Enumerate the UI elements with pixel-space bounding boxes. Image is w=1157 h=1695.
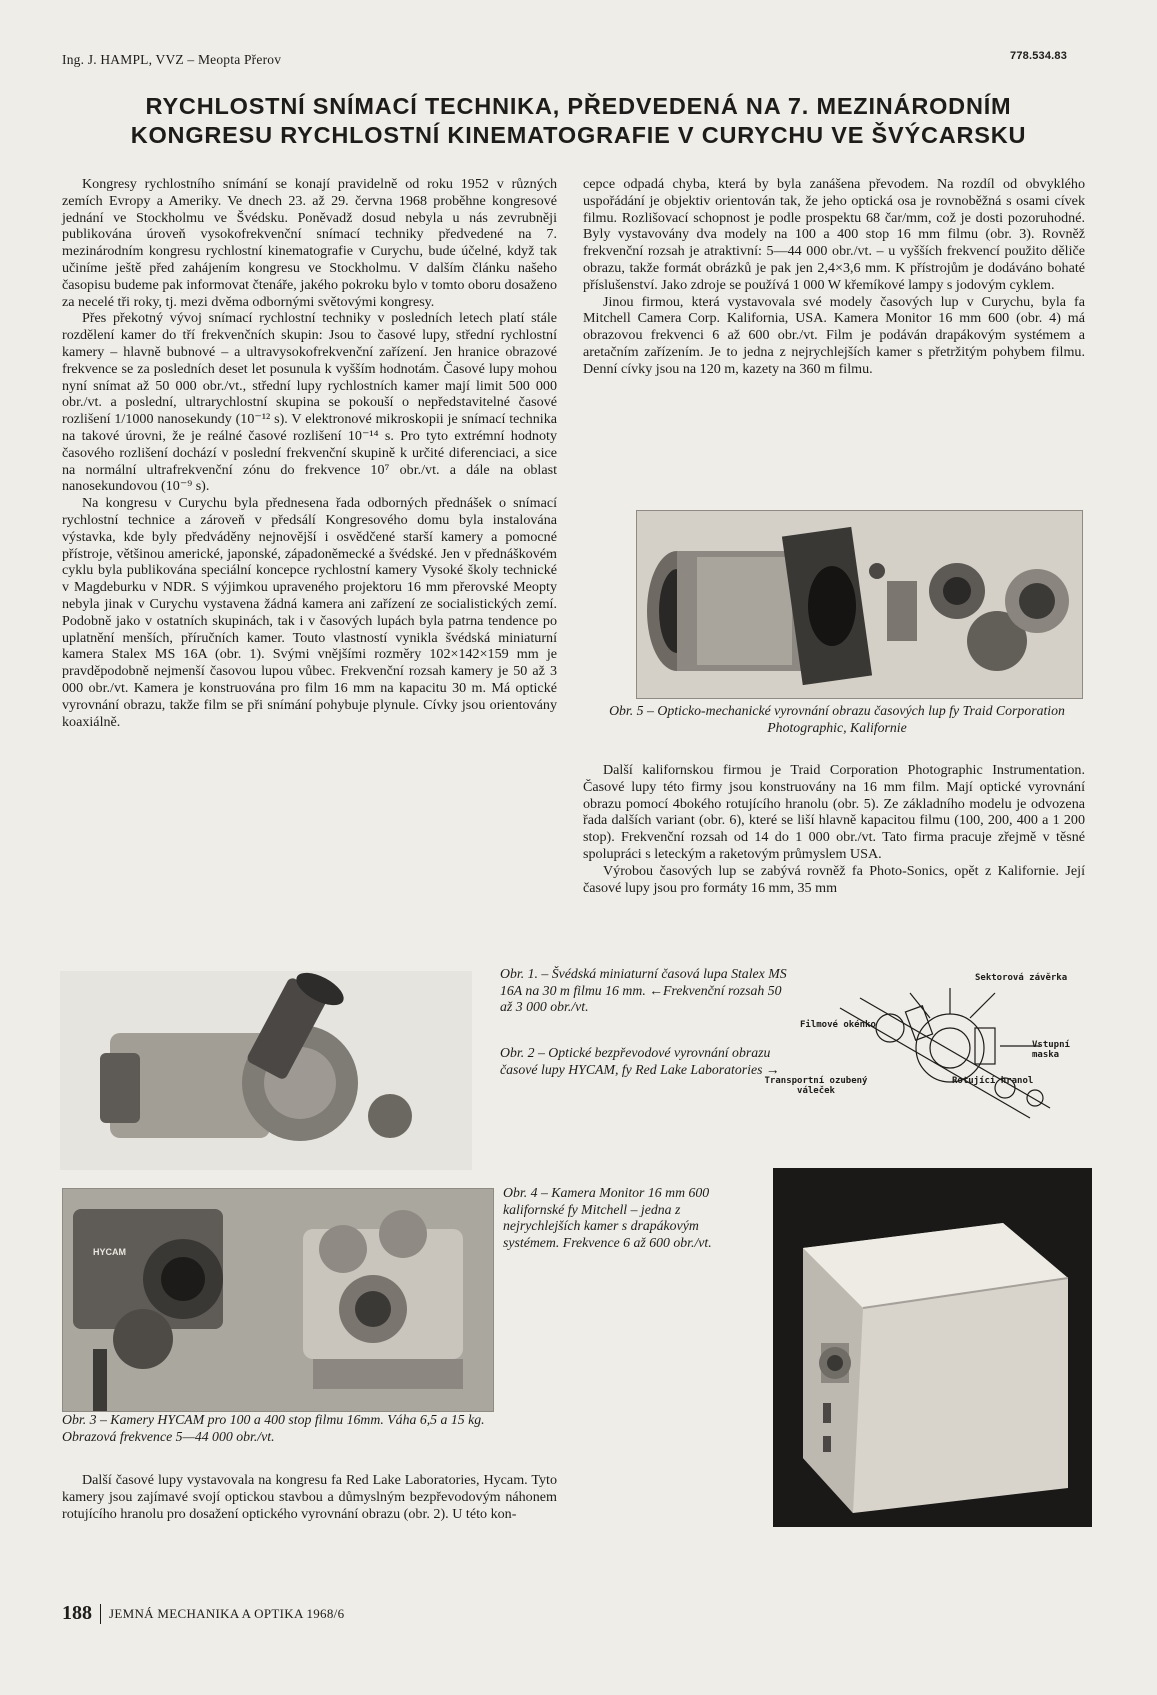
paragraph: Přes překotný vývoj snímací rychlostní techniky v posledních letech platí stále rozdělení kamer do tří frekvenčních skupin: Jsou to časové lupy, střední rychlostní kamery – hlavně bubnové – a ultravysokofrekvenční zařízení. Jen hranice obrazové frekvence se za posledních deset let posunula k vyšším hodnotám. Časové lupy mohou nyní snímat až 50 000 obr./vt., střední lupy rychlostních kamer mají limit 500 000 obr./vt. a poslední, ultrarychlostní skupina se pokouší o nepředstavitelné časové rozlišení 1/1000 nanosekundy (10⁻¹² s). V elektronové mikroskopii je snímací technika na takové úrovni, že je reálné časové rozlišení 10⁻¹⁴ s. Pro tyto extrémní hodnoty časového rozlišení dochází v poslední frekvenční skupině k určité diferenciaci, a sice na normální ultrafrekvenční zónu do frekvence 10⁷ obr./vt. a dále na oblast nanosekundovou (10⁻⁹ s). xyxy=(62,310,557,495)
udc-code: 778.534.83 xyxy=(1010,50,1068,62)
title-line-1: RYCHLOSTNÍ SNÍMACÍ TECHNIKA, PŘEDVEDENÁ NA 7. MEZINÁRODNÍM xyxy=(145,93,1012,119)
footer-divider xyxy=(100,1604,101,1624)
left-column xyxy=(62,176,557,730)
label-rotating-prism: Rotující hranol xyxy=(952,1076,1034,1086)
right-column-bottom xyxy=(583,762,1085,896)
right-column-top xyxy=(583,176,1085,378)
figure-4-photo xyxy=(773,1168,1092,1527)
label-sector-shutter: Sektorová závěrka xyxy=(975,973,1068,983)
article-title xyxy=(40,92,1117,150)
title-line-2: KONGRESU RYCHLOSTNÍ KINEMATOGRAFIE V CURYCHU VE ŠVÝCARSKU xyxy=(130,122,1027,148)
figure-5-caption: Obr. 5 – Opticko-mechanické vyrovnání obrazu časových lup fy Traid Corporation Photographic, Kalifornie xyxy=(609,703,1065,735)
page-footer xyxy=(62,1602,344,1625)
bottom-left-column xyxy=(62,1472,557,1522)
label-film-window: Filmové okénko xyxy=(800,1020,876,1030)
paragraph: Další časové lupy vystavovala na kongresu fa Red Lake Laboratories, Hycam. Tyto kamery jsou zajímavé svojí optickou stavbou a důmyslným bezpřevodovým náhonem rotujícího hranolu pro dosažení optického vyrovnání obrazu (obr. 2). U této kon- xyxy=(62,1472,557,1522)
author-line: Ing. J. HAMPL, VVZ – Meopta Přerov xyxy=(62,52,282,67)
hycam-cameras-illustration xyxy=(63,1189,493,1411)
figure-1-caption: Obr. 1. – Švédská miniaturní časová lupa Stalex MS 16A na 30 m filmu 16 mm. ←Frekvenční rozsah 50 až 3 000 obr./vt. xyxy=(500,966,787,1014)
figure-2-diagram xyxy=(764,968,1100,1128)
paragraph: Výrobou časových lup se zabývá rovněž fa Photo-Sonics, opět z Kalifornie. Její časové lupy jsou pro formáty 16 mm, 35 mm xyxy=(583,862,1085,896)
stalex-camera-illustration xyxy=(60,971,472,1170)
figure-3-caption: Obr. 3 – Kamery HYCAM pro 100 a 400 stop filmu 16mm. Váha 6,5 a 15 kg. Obrazová frekvence 5—44 000 obr./vt. xyxy=(62,1412,485,1444)
figure-3-photo xyxy=(62,1188,494,1412)
hycam-logo: HYCAM xyxy=(93,1247,126,1257)
paragraph: Další kalifornskou firmou je Traid Corporation Photographic Instrumentation. Časové lupy této firmy jsou konstruovány na 16 mm film. Mají optické vyrovnání obrazu pomocí 4bokého rotujícího hranolu (obr. 5). Ze základního modelu je odvozena řada dalších variant (obr. 6), které se liší hlavně kapacitou filmu (100, 200, 400 a 1 200 stop). Frekvenční rozsah od 14 do 1 000 obr./vt. Tato firma pracuje zřejmě v těsné spolupráci s leteckým a raketovým průmyslem USA. xyxy=(583,762,1085,862)
figure-4-caption: Obr. 4 – Kamera Monitor 16 mm 600 kalifornské fy Mitchell – jedna z nejrychlejších kamer s drapákovým systémem. Frekvence 6 až 600 obr./vt. xyxy=(503,1185,712,1250)
paragraph: cepce odpadá chyba, která by byla zanášena převodem. Na rozdíl od obvyklého uspořádání je objektiv orientován tak, že jeho optická osa je rovnoběžná s osami cívek filmu. Rozlišovací schopnost je podle prospektu 68 čar/mm, což je dosti pozoruhodné. Byly vystavovány dva modely na 100 a 400 stop 16 mm filmu (obr. 3). Rovněž frekvenční rozsah je atraktivní: 5—44 000 obr./vt. – u vyšších frekvencí použito děliče obrazu, takže formát obrázků je pak jen 2,4×3,6 mm. K přístrojům je dodáváno bohaté příslušenství. Jako zdroje se používá 1 000 W křemíkové lampy s jodovým cyklem. xyxy=(583,176,1085,293)
optical-mechanism-illustration xyxy=(637,511,1082,698)
paragraph: Jinou firmou, která vystavovala své modely časových lup v Curychu, byla fa Mitchell Camera Corp. Kalifornia, USA. Kamera Monitor 16 mm 600 (obr. 4) má obrazovou frekvenci 6 až 600 obr./vt. Film je podáván drapákovým systémem a aretačním zařízením. Je to jedna z nejrychlejších kamer s přetržitým pohybem filmu. Denní cívky jsou na 120 m, kazety na 360 m filmu. xyxy=(583,293,1085,377)
figure-2-caption: Obr. 2 – Optické bezpřevodové vyrovnání obrazu časové lupy HYCAM, fy Red Lake Laboratories → xyxy=(500,1045,780,1077)
page-number: 188 xyxy=(62,1602,92,1624)
mitchell-camera-illustration xyxy=(773,1168,1092,1527)
label-sprocket-roller: Transportní ozubený váleček xyxy=(764,1076,868,1096)
label-entry-mask: Vstupní maska xyxy=(1032,1040,1070,1060)
paragraph: Na kongresu v Curychu byla přednesena řada odborných přednášek o snímací rychlostní technice a zároveň v předsálí Kongresového domu byla instalována výstavka, kde byly předváděny nejnovější i osvědčené starší kamery a pomocné přístroje, většinou americké, japonské, západoněmecké a švédské. Jen v přednáškovém cyklu byla publikována speciální koncepce rychlostní kamery Vysoké školy technické v Magdeburku v NDR. S výjimkou upraveného projektoru 16 mm přerovské Meopty nebyla jinak v Curychu vystavena žádná kamera ani zařízení ze socialistických zemí. Podobně jako v ostatních skupinách, tak i v časových lupách byla patrna tendence po uplatnění menších, příručních kamer. Touto vlastností vynikla švédská miniaturní kamera Stalex MS 16A (obr. 1). Svými vnějšími rozměry 102×142×159 mm je pravděpodobně nejmenší časovou lupou vůbec. Frekvenční rozsah kamery je 50 až 3 000 obr./vt. Kamera je konstruována pro film 16 mm na kapacitu 30 m. Má optické vyrovnání obrazu, takže film se při snímání pohybuje plynule. Cívky jsou orientovány koaxiálně. xyxy=(62,495,557,730)
figure-1-photo xyxy=(60,971,472,1170)
journal-name: JEMNÁ MECHANIKA A OPTIKA 1968/6 xyxy=(109,1605,345,1621)
paragraph: Kongresy rychlostního snímání se konají pravidelně od roku 1952 v různých zemích Evropy a Ameriky. Ve dnech 23. až 29. června 1968 proběhne kongresové jednání ve Stockholmu ve Švédsku. Poněvadž dosud nebyla u nás zevrubněji publikována úroveň vysokofrekvenční snímací techniky předvedené na 7. mezinárodním kongresu rychlostní kinematografie v Curychu, bude účelné, když tak učiníme ještě před zahájením kongresu ve Stockholmu. V dalším článku našeho časopisu budeme pak informovat čtenáře, jakého pokroku bylo v tomto oboru dosaženo za necelé tři roky, tj. mezi dvěma odbornými světovými kongresy. xyxy=(62,176,557,310)
figure-5-photo xyxy=(636,510,1083,699)
